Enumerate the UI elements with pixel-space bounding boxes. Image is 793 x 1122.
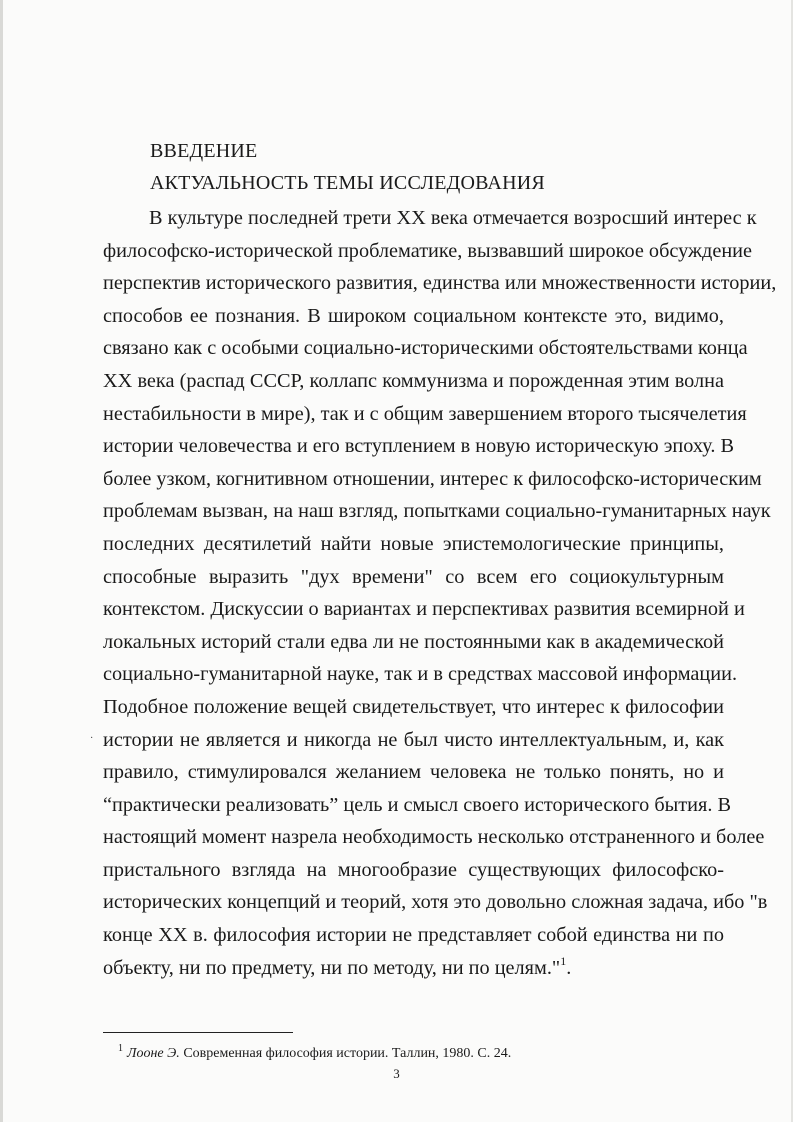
footnote-divider — [103, 1032, 293, 1033]
paragraph-line: пристального взгляда на многообразие существующих философско- — [103, 858, 724, 881]
paragraph-line-last — [103, 952, 724, 985]
paragraph-line-text: объекту, ни по предмету, ни по методу, ни по целям." — [103, 956, 561, 979]
footnote — [118, 1043, 512, 1062]
footnote-reference[interactable]: 1 — [560, 953, 567, 968]
paragraph-line: конце XX в. философия истории не представляет собой единства ни по — [103, 924, 724, 947]
paragraph-line: Подобное положение вещей свидетельствует, что интерес к философии — [103, 695, 724, 718]
paragraph-line: исторических концепций и теорий, хотя это довольно сложная задача, ибо "в — [103, 891, 768, 914]
page-number: 3 — [393, 1066, 400, 1081]
paragraph-line: истории человечества и его вступлением в новую историческую эпоху. В — [103, 435, 735, 458]
paragraph-line: способные выразить "дух времени" со всем его социокультурным — [103, 565, 724, 588]
section-subheading: АКТУАЛЬНОСТЬ ТЕМЫ ИССЛЕДОВАНИЯ — [150, 172, 545, 194]
paragraph-line: связано как с особыми социально-историческими обстоятельствами конца — [103, 337, 748, 360]
paragraph-line: правило, стимулировался желанием человека не только понять, но и — [103, 761, 724, 784]
paragraph-line: контекстом. Дискуссии о вариантах и перспективах развития всемирной и — [103, 598, 745, 621]
section-heading: ВВЕДЕНИЕ — [150, 140, 258, 162]
paragraph-line: XX века (распад СССР, коллапс коммунизма и порожденная этим волна — [103, 369, 724, 392]
paragraph-line: локальных историй стали едва ли не постоянными как в академической — [103, 630, 724, 653]
footnote-number: 1 — [118, 1043, 123, 1054]
paragraph-line: социально-гуманитарной науке, так и в средствах массовой информации. — [103, 663, 738, 686]
footnote-text: Современная философия истории. Таллин, 1980. С. 24. — [179, 1046, 512, 1061]
paragraph-line: В культуре последней трети XX века отмечается возросший интерес к — [149, 207, 757, 229]
footnote-author: Лооне Э. — [127, 1046, 180, 1061]
margin-mark: · — [90, 733, 94, 744]
paragraph-line: перспектив исторического развития, единства или множественности истории, — [103, 272, 777, 295]
paragraph-line: “практически реализовать” цель и смысл своего исторического бытия. В — [103, 793, 732, 816]
line-period: . — [566, 956, 572, 979]
paragraph-line: последних десятилетий найти новые эпистемологические принципы, — [103, 532, 724, 555]
paragraph-line: проблемам вызван, на наш взгляд, попытками социально-гуманитарных наук — [103, 500, 771, 523]
paragraph-line: философско-исторической проблематике, вызвавший широкое обсуждение — [103, 239, 753, 262]
paragraph-line: более узком, когнитивном отношении, интерес к философско-историческим — [103, 467, 762, 490]
paragraph-line: настоящий момент назрела необходимость несколько отстраненного и более — [103, 826, 765, 849]
paragraph-line: способов ее познания. В широком социальном контексте это, видимо, — [103, 304, 724, 327]
body-paragraph — [103, 202, 777, 984]
paragraph-line: истории не является и никогда не был чисто интеллектуальным, и, как — [103, 728, 724, 751]
paragraph-line: нестабильности в мире), так и с общим завершением второго тысячелетия — [103, 402, 747, 425]
scan-edge — [0, 0, 3, 1122]
